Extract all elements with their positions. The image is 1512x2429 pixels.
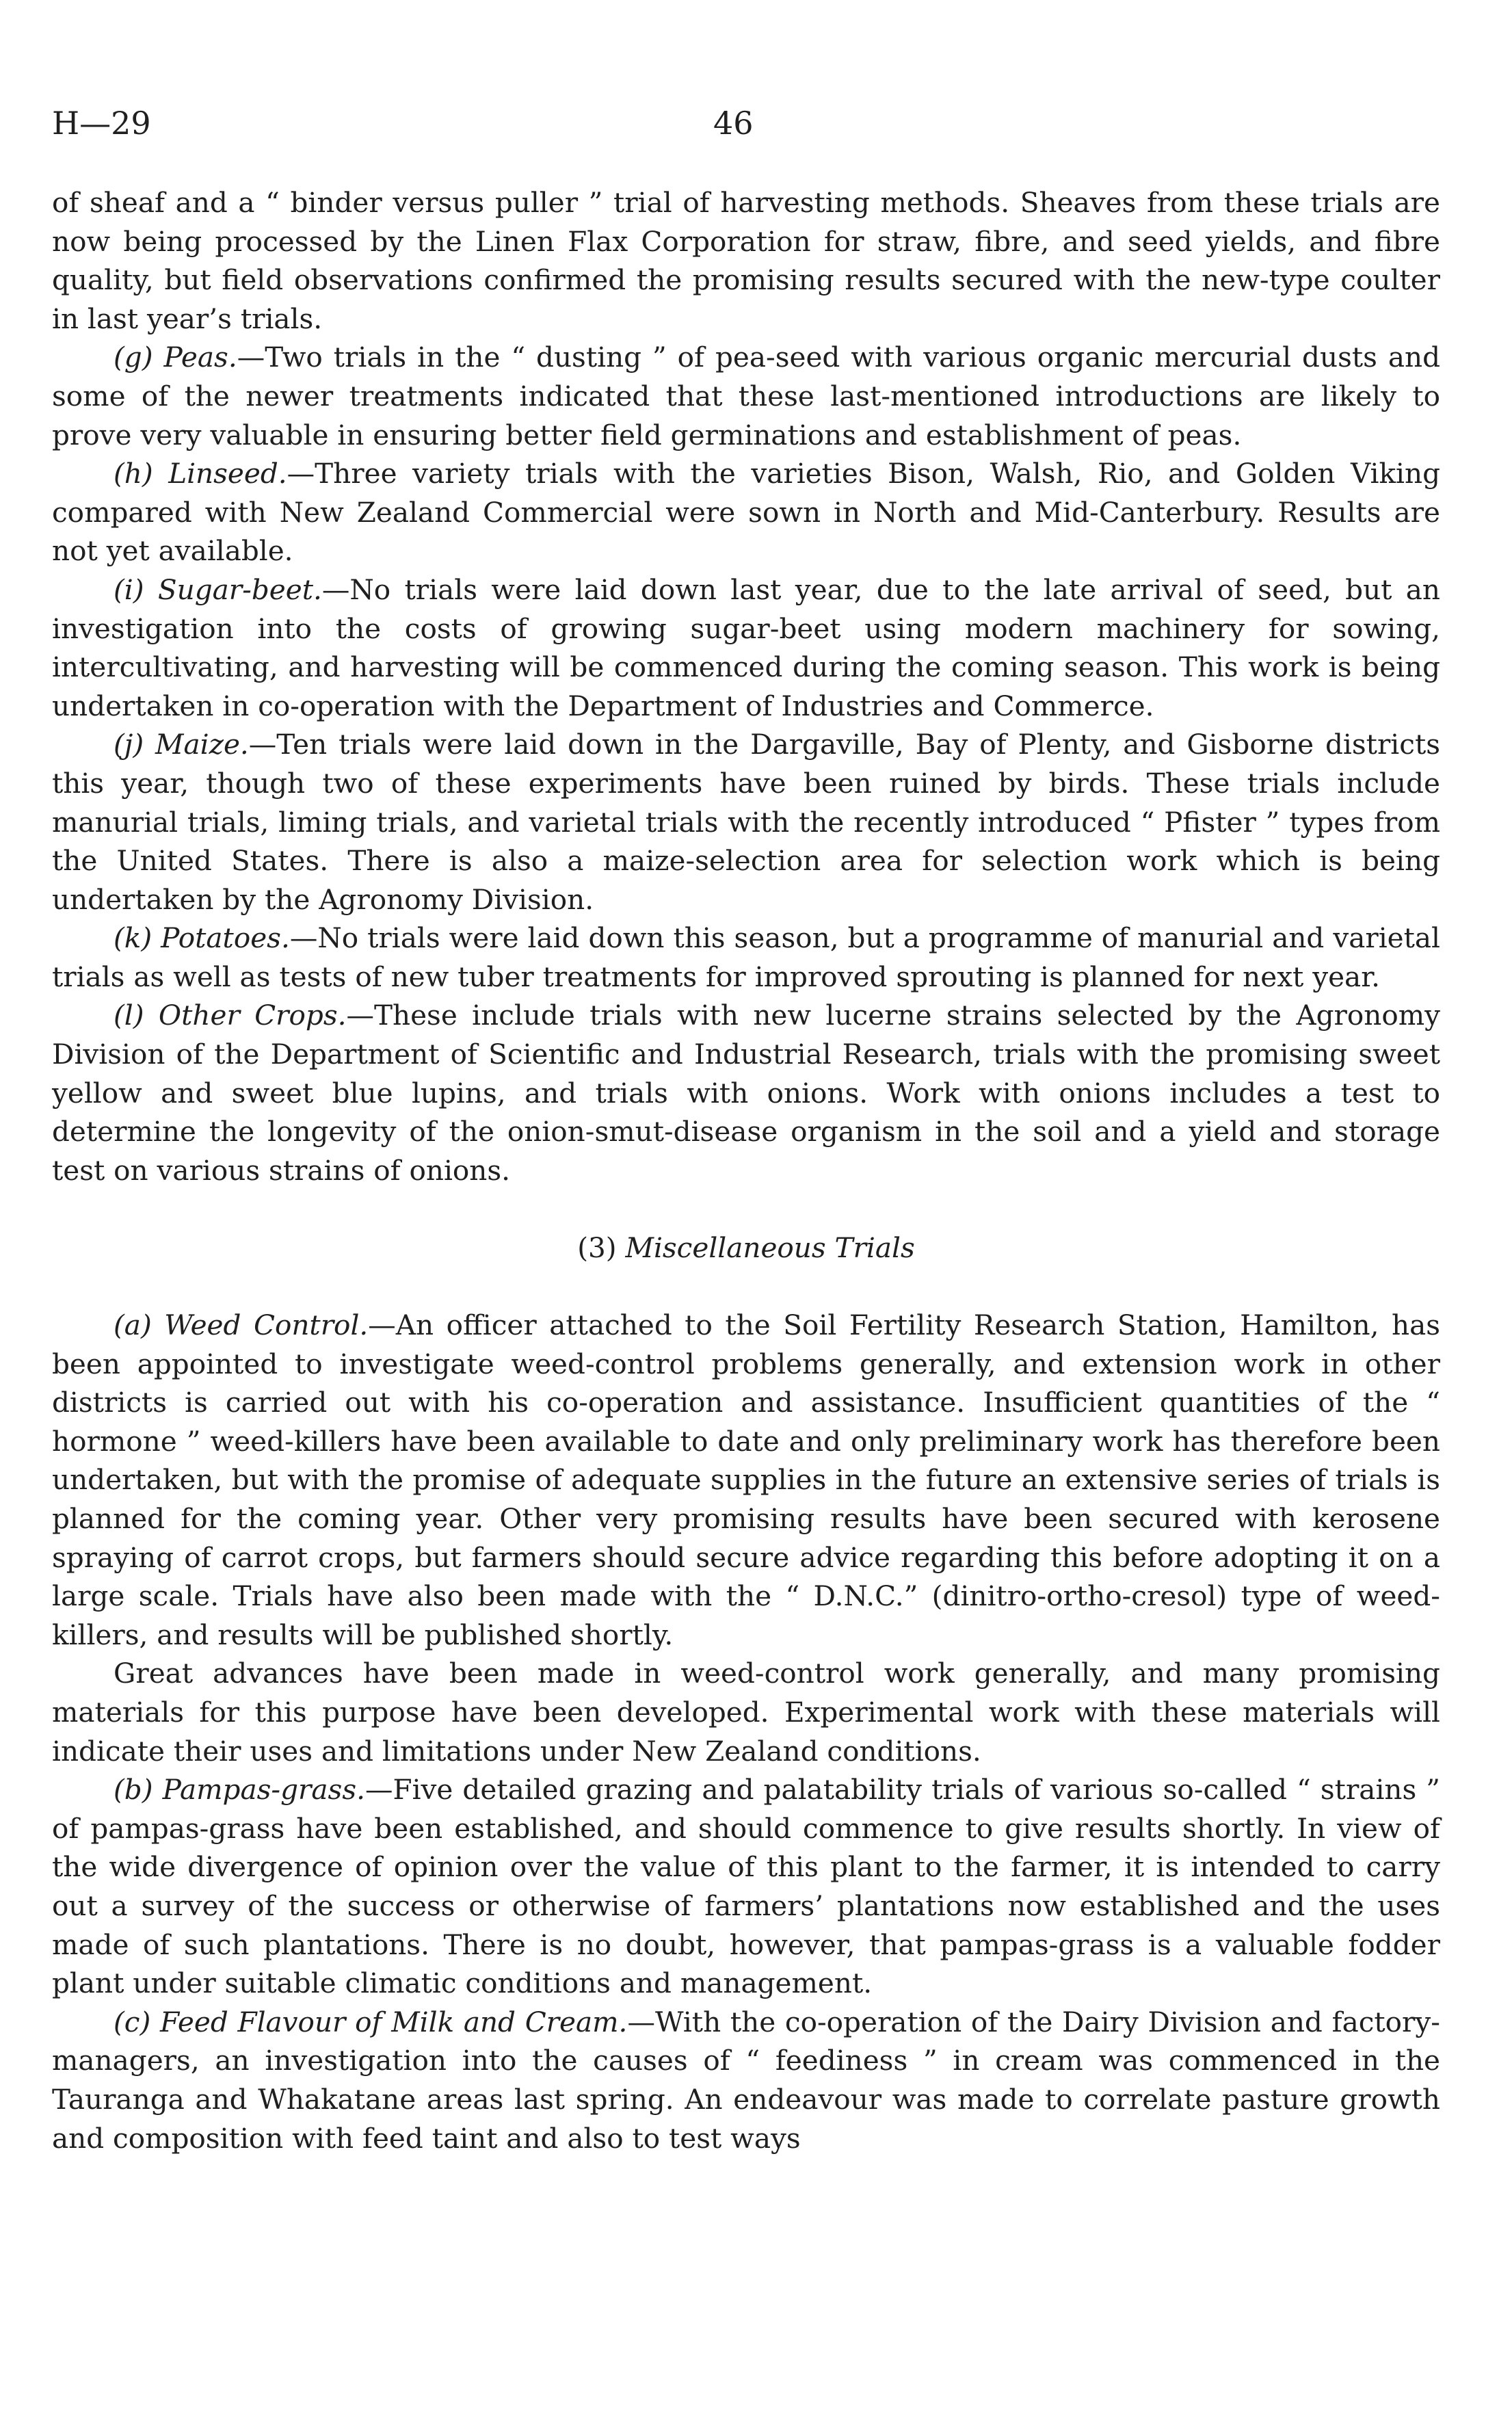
paragraph-continuation: of sheaf and a “ binder versus puller ” trial of harvesting methods. Sheaves from these trials are now being processed by the Linen Flax Corporation for straw, fibre, and seed yields, and fibre quality, but field observations confirmed the promising results secured with the new-type coulter in last year’s trials. xyxy=(52,186,1440,335)
item-label: (b) xyxy=(114,1773,153,1807)
paragraph-weed-control: (a) Weed Control.—An officer attached to the Soil Fertility Research Station, Hamilton, has been appointed to investigate weed-control problems generally, and extension work in other districts is carried out with his co-operation and assistance. Insufficient quantities of the “ hormone ” weed-killers have been available to date and only preliminary work has therefore been undertaken, but with the promise of adequate supplies in the future an extensive series of trials is planned for the coming year. Other very promising results have been secured with kerosene spraying of carrot crops, but farmers should secure advice regarding this before adopting it on a large scale. Trials have also been made with the “ D.N.C.” (dinitro-ortho-cresol) type of weed-killers, and results will be published shortly. xyxy=(52,1309,1440,1651)
document-reference: H—29 xyxy=(52,105,151,142)
item-label: (h) xyxy=(114,457,153,490)
item-label: (g) xyxy=(114,341,153,374)
paragraph-pampas-grass: (b) Pampas-grass.—Five detailed grazing and palatability trials of various so-called “ strains ” of pampas-grass have been established, and should commence to give results shortly. In view of the wide divergence of opinion over the value of this plant to the farmer, it is intended to carry out a survey of the success or otherwise of farmers’ plantations now established and the uses made of such plantations. There is no doubt, however, that pampas-grass is a valuable fodder plant under suitable climatic conditions and management. xyxy=(52,1773,1441,2000)
paragraph-sugar-beet: (i) Sugar-beet.—No trials were laid down last year, due to the late arrival of seed, but an investigation into the costs of growing sugar-beet using modern machinery for sowing, intercultivating, and harvesting will be commenced during the coming season. This work is being undertaken in co-operation with the Department of Industries and Commerce. xyxy=(52,573,1440,722)
item-heading: Potatoes. xyxy=(161,921,290,955)
paragraph-peas: (g) Peas.—Two trials in the “ dusting ” of pea-seed with various organic mercurial dusts and some of the newer treatments indicated that these last-mentioned introductions are likely to prove very valuable in ensuring better field germinations and establishment of peas. xyxy=(52,341,1441,451)
section-title: Miscellaneous Trials xyxy=(625,1231,915,1265)
paragraph-linseed: (h) Linseed.—Three variety trials with the varieties Bison, Walsh, Rio, and Golden Viking compared with New Zealand Commercial were sown in North and Mid-Canterbury. Results are not yet available. xyxy=(52,457,1440,568)
item-heading: Weed Control. xyxy=(164,1309,369,1342)
paragraph-weed-control-advances: Great advances have been made in weed-control work generally, and many promising materials for this purpose have been developed. Experimental work with these materials will indicate their uses and limitations under New Zealand conditions. xyxy=(52,1657,1440,1768)
item-heading: Pampas-grass. xyxy=(162,1773,365,1807)
item-label: (a) xyxy=(114,1309,152,1342)
section-number: (3) xyxy=(577,1231,617,1265)
item-label: (c) xyxy=(114,2005,151,2038)
item-heading: Feed Flavour of Milk and Cream. xyxy=(160,2005,628,2038)
paragraph-potatoes: (k) Potatoes.—No trials were laid down this season, but a programme of manurial and varietal trials as well as tests of new tuber treatments for improved sprouting is planned for next year. xyxy=(52,921,1440,993)
item-label: (l) xyxy=(114,999,144,1032)
paragraph-other-crops: (l) Other Crops.—These include trials with new lucerne strains selected by the Agronomy Division of the Department of Scientific and Industrial Research, trials with the promising sweet yellow and sweet blue lupins, and trials with onions. Work with onions includes a test to determine the longevity of the onion-smut-disease organism in the soil and a yield and storage test on various strains of onions. xyxy=(52,999,1440,1187)
section-heading xyxy=(52,1229,1440,1268)
item-heading: Peas. xyxy=(163,341,237,374)
body-text xyxy=(52,183,1440,2157)
item-label: (j) xyxy=(114,728,144,761)
paragraph-maize: (j) Maize.—Ten trials were laid down in the Dargaville, Bay of Plenty, and Gisborne districts this year, though two of these experiments have been ruined by birds. These trials include manurial trials, liming trials, and varietal trials with the recently introduced “ Pfister ” types from the United States. There is also a maize-selection area for selection work which is being undertaken by the Agronomy Division. xyxy=(52,728,1441,916)
page-number: 46 xyxy=(713,105,754,142)
paragraph-feed-flavour: (c) Feed Flavour of Milk and Cream.—With the co-operation of the Dairy Division and factory-managers, an investigation into the causes of “ feediness ” in cream was commenced in the Tauranga and Whakatane areas last spring. An endeavour was made to correlate pasture growth and composition with feed taint and also to test ways xyxy=(52,2005,1440,2155)
item-heading: Linseed. xyxy=(168,457,287,490)
document-page xyxy=(52,103,1440,2157)
item-label: (i) xyxy=(114,573,144,606)
running-header xyxy=(52,103,1440,144)
item-label: (k) xyxy=(114,921,152,955)
item-heading: Other Crops. xyxy=(158,999,347,1032)
item-heading: Sugar-beet. xyxy=(157,573,322,606)
item-heading: Maize. xyxy=(155,728,249,761)
